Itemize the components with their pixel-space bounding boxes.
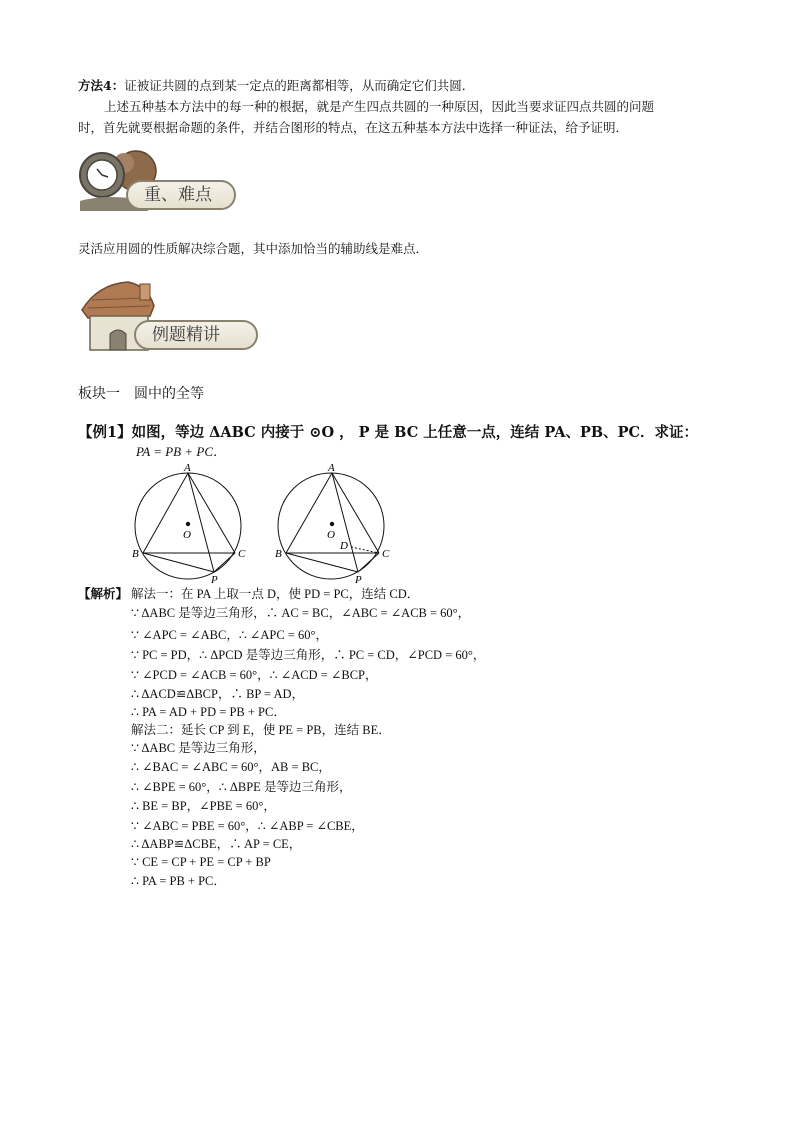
example1-line1: [78, 423, 698, 443]
solution-line: ∵ ∠ABC = PBE = 60°，∴ ∠ABP = ∠CBE，: [131, 819, 364, 833]
solution-line: ∵ PC = PD，∴ ΔPCD 是等边三角形，∴ PC = CD，∠PCD = 60°，: [131, 648, 486, 662]
fig2-segment-CD: [351, 547, 379, 553]
block-title: 板块一 圆中的全等: [78, 386, 204, 402]
method4-text: 证被证共圆的点到某一定点的距离都相等，从而确定它们共圆．: [124, 78, 475, 93]
solution-line: ∵ ΔABC 是等边三角形，∴ AC = BC，∠ABC = ∠ACB = 60°，: [131, 606, 471, 620]
fig2-segment-PB: [286, 553, 358, 572]
summary-line-2: 时，首先就要根据命题的条件，并结合图形的特点，在这五种基本方法中选择一种证法，给予证明．: [78, 120, 629, 135]
fig1-label-A: A: [184, 462, 191, 474]
summary-line-1: 上述五种基本方法中的每一种的根据，就是产生四点共圆的一种原因，因此当要求证四点共圆的问题: [104, 99, 655, 114]
example1-statement: 如图，等边 ΔABC 内接于 ⊙O ， P 是 BC 上任意一点，连结 PA、PB、PC．求证：: [131, 424, 699, 441]
fig1-label-B: B: [132, 548, 139, 560]
fig2-center-dot: [330, 522, 334, 526]
fig1-center-dot: [186, 522, 190, 526]
solution-line: ∵ ∠PCD = ∠ACB = 60°，∴ ∠ACD = ∠BCP，: [131, 668, 378, 682]
solution-line: ∵ CE = CP + PE = CP + BP: [131, 855, 271, 869]
example1-line2: PA = PB + PC．: [136, 444, 227, 459]
solution-line: ∴ PA = PB + PC．: [131, 874, 226, 888]
figure-1-circle-diagram: [130, 460, 250, 585]
fig1-segment-PC: [214, 553, 235, 572]
difficult-section-title: 重、难点: [126, 180, 236, 210]
fig1-side-AC: [188, 473, 235, 553]
fig2-label-D: D: [340, 540, 348, 552]
solution-line: ∴ BE = BP，∠PBE = 60°，: [131, 799, 276, 813]
solution-line: ∴ ΔACD≌ΔBCP，∴ BP = AD，: [131, 687, 305, 701]
solution-line: ∴ ∠BAC = ∠ABC = 60°，AB = BC，: [131, 760, 331, 774]
fig2-segment-PC: [358, 553, 379, 572]
figure-2-circle-diagram: [272, 460, 397, 585]
example1-tag: 【例1】: [78, 424, 132, 441]
method4-line: [78, 77, 474, 95]
solution-line: ∴ ΔABP≌ΔCBE，∴ AP = CE，: [131, 837, 302, 851]
difficult-section-badge: [78, 145, 238, 211]
examples-section-badge: [78, 276, 260, 356]
solution-line: 解法二：延长 CP 到 E，使 PE = PB，连结 BE．: [131, 723, 391, 737]
fig2-label-A: A: [328, 462, 335, 474]
fig1-segment-PA: [188, 473, 214, 572]
fig1-segment-PB: [143, 553, 214, 572]
difficult-text: 灵活应用圆的性质解决综合题，其中添加恰当的辅助线是难点．: [78, 241, 429, 256]
solution-line: ∵ ΔABC 是等边三角形，: [131, 741, 266, 755]
fig2-label-C: C: [382, 548, 390, 560]
solution-tag: 【解析】: [78, 586, 129, 601]
fig1-label-C: C: [238, 548, 246, 560]
method4-label: 方法4：: [78, 78, 125, 93]
fig2-label-P: P: [355, 574, 362, 585]
examples-section-title: 例题精讲: [134, 320, 258, 350]
solution-line: ∴ ∠BPE = 60°，∴ ΔBPE 是等边三角形，: [131, 780, 352, 794]
solution-line: 解法一：在 PA 上取一点 D，使 PD = PC，连结 CD．: [131, 587, 420, 601]
fig1-label-O: O: [183, 529, 191, 541]
fig2-segment-PA: [332, 473, 358, 572]
fig1-side-AB: [143, 473, 188, 553]
fig2-label-O: O: [327, 529, 335, 541]
fig2-label-B: B: [275, 548, 282, 560]
solution-line: ∵ ∠APC = ∠ABC，∴ ∠APC = 60°，: [131, 628, 329, 642]
fig2-side-AB: [286, 473, 332, 553]
fig1-label-P: P: [211, 574, 218, 585]
solution-line: ∴ PA = AD + PD = PB + PC．: [131, 705, 286, 719]
